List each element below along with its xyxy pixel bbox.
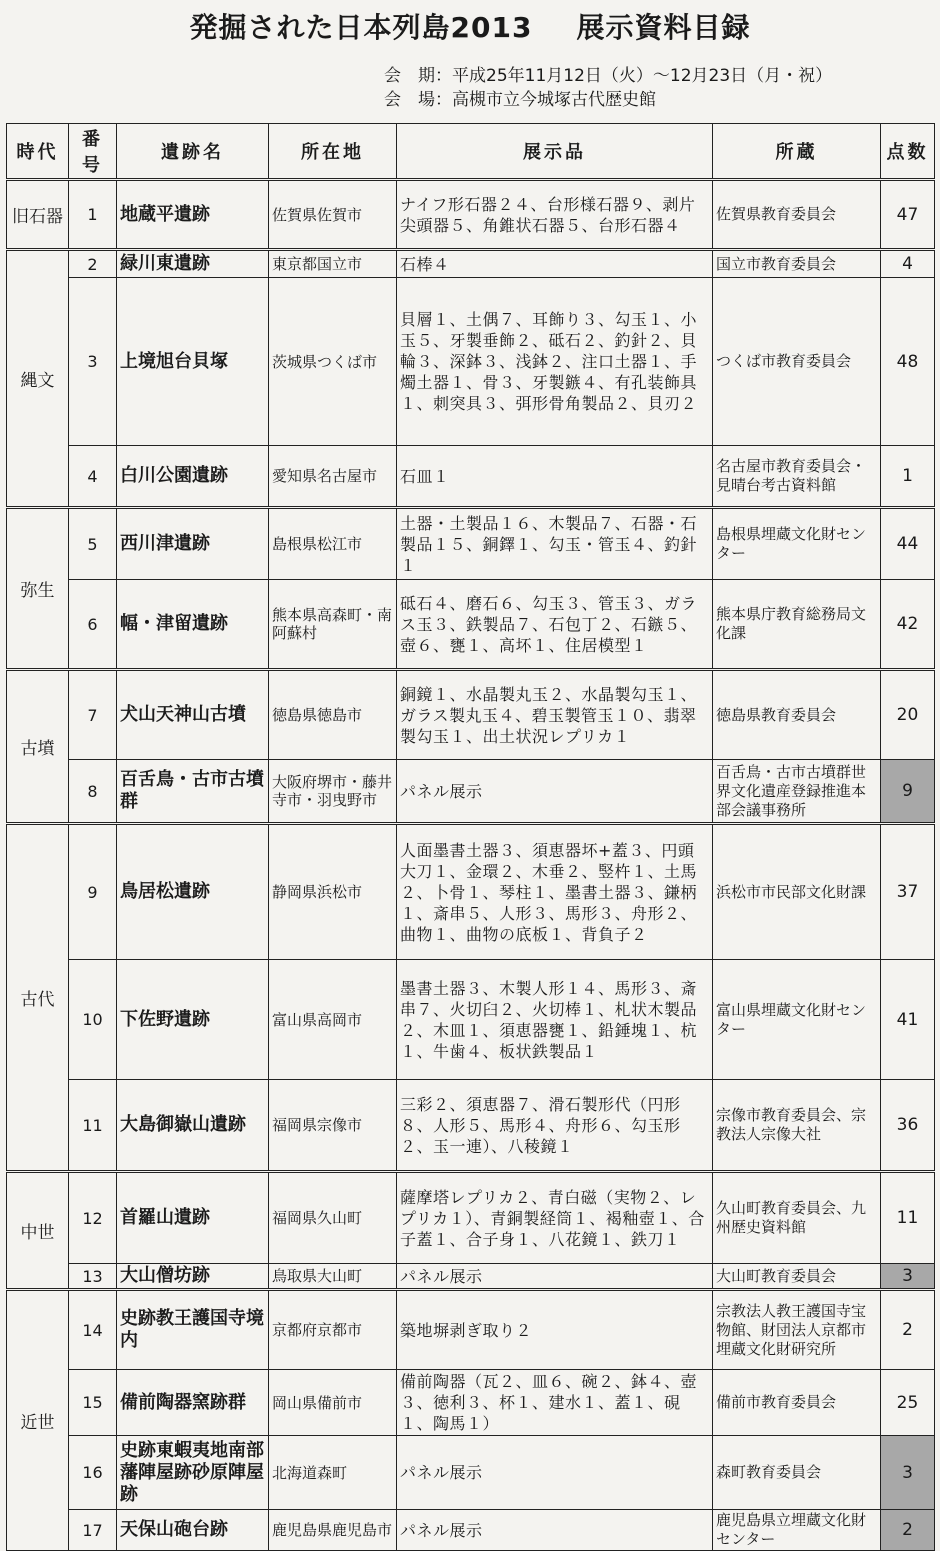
collection-owner: つくば市教育委員会 <box>713 278 881 446</box>
item-count: 9 <box>881 760 935 824</box>
table-row <box>7 250 935 278</box>
era-cell: 縄文 <box>7 250 69 508</box>
table-row <box>7 960 935 1080</box>
site-name: 備前陶器窯跡群 <box>117 1370 269 1436</box>
table-row <box>7 1370 935 1436</box>
item-count: 41 <box>881 960 935 1080</box>
table-header <box>7 124 935 180</box>
site-name: 緑川東遺跡 <box>117 250 269 278</box>
table-row <box>7 1510 935 1551</box>
site-name: 鳥居松遺跡 <box>117 824 269 960</box>
site-location: 静岡県浜松市 <box>269 824 397 960</box>
table-row <box>7 446 935 508</box>
site-name: 天保山砲台跡 <box>117 1510 269 1551</box>
table-row <box>7 180 935 250</box>
collection-owner: 佐賀県教育委員会 <box>713 180 881 250</box>
header-count: 点数 <box>881 124 935 180</box>
site-number: 15 <box>69 1370 117 1436</box>
exhibit-items: 薩摩塔レプリカ２、青白磁（実物２、レプリカ１）、青銅製経筒１、褐釉壺１、合子蓋１、合子身１、八花鏡１、鉄刀１ <box>397 1172 713 1264</box>
site-number: 11 <box>69 1080 117 1172</box>
collection-owner: 大山町教育委員会 <box>713 1264 881 1290</box>
header-era: 時代 <box>7 124 69 180</box>
table-body <box>7 180 935 1551</box>
era-cell: 中世 <box>7 1172 69 1290</box>
item-count: 2 <box>881 1510 935 1551</box>
site-location: 愛知県名古屋市 <box>269 446 397 508</box>
collection-owner: 浜松市市民部文化財課 <box>713 824 881 960</box>
site-number: 10 <box>69 960 117 1080</box>
collection-owner: 名古屋市教育委員会・見晴台考古資料館 <box>713 446 881 508</box>
site-location: 京都府京都市 <box>269 1290 397 1370</box>
exhibit-items: 土器・土製品１６、木製品７、石器・石製品１５、銅鐸１、勾玉・管玉４、釣針１ <box>397 508 713 580</box>
site-name: 大島御嶽山遺跡 <box>117 1080 269 1172</box>
site-name: 地蔵平遺跡 <box>117 180 269 250</box>
era-cell: 近世 <box>7 1290 69 1551</box>
site-location: 鹿児島県鹿児島市 <box>269 1510 397 1551</box>
item-count: 48 <box>881 278 935 446</box>
exhibit-items: 貝層１、土偶７、耳飾り３、勾玉１、小玉５、牙製垂飾２、砥石２、釣針２、貝輪３、深鉢３、浅鉢２、注口土器１、手燭土器１、骨３、牙製鏃４、有孔装飾具１、刺突具３、弭形骨角製品２、貝刃２ <box>397 278 713 446</box>
header-owner: 所蔵 <box>713 124 881 180</box>
site-number: 14 <box>69 1290 117 1370</box>
site-number: 4 <box>69 446 117 508</box>
site-number: 6 <box>69 580 117 670</box>
event-venue: 会 場：高槻市立今城塚古代歴史館 <box>384 90 656 110</box>
site-number: 9 <box>69 824 117 960</box>
table-row <box>7 508 935 580</box>
site-name: 史跡教王護国寺境内 <box>117 1290 269 1370</box>
site-location: 福岡県久山町 <box>269 1172 397 1264</box>
collection-owner: 宗教法人教王護国寺宝物館、財団法人京都市埋蔵文化財研究所 <box>713 1290 881 1370</box>
site-location: 福岡県宗像市 <box>269 1080 397 1172</box>
site-number: 8 <box>69 760 117 824</box>
header-number: 番号 <box>69 124 117 180</box>
item-count: 47 <box>881 180 935 250</box>
site-name: 犬山天神山古墳 <box>117 670 269 760</box>
collection-owner: 熊本県庁教育総務局文化課 <box>713 580 881 670</box>
table-row <box>7 1264 935 1290</box>
site-location: 富山県高岡市 <box>269 960 397 1080</box>
era-cell: 旧石器 <box>7 180 69 250</box>
site-name: 白川公園遺跡 <box>117 446 269 508</box>
header-location: 所在地 <box>269 124 397 180</box>
exhibit-items: ナイフ形石器２４、台形様石器９、剥片尖頭器５、角錐状石器５、台形石器４ <box>397 180 713 250</box>
exhibit-items: パネル展示 <box>397 1510 713 1551</box>
site-number: 16 <box>69 1436 117 1510</box>
item-count: 3 <box>881 1436 935 1510</box>
exhibit-items: 築地塀剥ぎ取り２ <box>397 1290 713 1370</box>
collection-owner: 鹿児島県立埋蔵文化財センター <box>713 1510 881 1551</box>
exhibit-items: 石棒４ <box>397 250 713 278</box>
title-main: 発掘された日本列島2013 <box>189 11 533 44</box>
site-location: 北海道森町 <box>269 1436 397 1510</box>
event-period: 会 期：平成25年11月12日（火）〜12月23日（月・祝） <box>384 66 833 86</box>
site-number: 2 <box>69 250 117 278</box>
site-number: 12 <box>69 1172 117 1264</box>
site-name: 上境旭台貝塚 <box>117 278 269 446</box>
table-row <box>7 580 935 670</box>
exhibit-items: 銅鏡１、水晶製丸玉２、水晶製勾玉１、ガラス製丸玉４、碧玉製管玉１０、翡翠製勾玉１、出土状況レプリカ１ <box>397 670 713 760</box>
header-site: 遺跡名 <box>117 124 269 180</box>
site-location: 島根県松江市 <box>269 508 397 580</box>
site-number: 17 <box>69 1510 117 1551</box>
site-name: 百舌鳥・古市古墳群 <box>117 760 269 824</box>
site-name: 幅・津留遺跡 <box>117 580 269 670</box>
site-name: 史跡東蝦夷地南部藩陣屋跡砂原陣屋跡 <box>117 1436 269 1510</box>
exhibit-items: パネル展示 <box>397 1436 713 1510</box>
item-count: 36 <box>881 1080 935 1172</box>
table-row <box>7 670 935 760</box>
collection-owner: 国立市教育委員会 <box>713 250 881 278</box>
era-cell: 古代 <box>7 824 69 1172</box>
site-name: 下佐野遺跡 <box>117 960 269 1080</box>
exhibit-catalog-table <box>6 123 935 1551</box>
item-count: 42 <box>881 580 935 670</box>
item-count: 2 <box>881 1290 935 1370</box>
table-row <box>7 1080 935 1172</box>
site-location: 熊本県高森町・南阿蘇村 <box>269 580 397 670</box>
item-count: 1 <box>881 446 935 508</box>
header-items: 展示品 <box>397 124 713 180</box>
table-row <box>7 278 935 446</box>
site-number: 7 <box>69 670 117 760</box>
event-info <box>384 64 832 112</box>
era-cell: 弥生 <box>7 508 69 670</box>
exhibit-items: 墨書土器３、木製人形１４、馬形３、斎串７、火切臼２、火切棒１、札状木製品２、木皿１、須恵器甕１、鉛錘塊１、杭１、牛歯４、板状鉄製品１ <box>397 960 713 1080</box>
item-count: 44 <box>881 508 935 580</box>
table-row <box>7 1290 935 1370</box>
item-count: 37 <box>881 824 935 960</box>
site-location: 岡山県備前市 <box>269 1370 397 1436</box>
table-row <box>7 1172 935 1264</box>
exhibit-items: パネル展示 <box>397 1264 713 1290</box>
exhibit-items: 備前陶器（瓦２、皿６、碗２、鉢４、壺３、徳利３、杯１、建水１、蓋１、硯１、陶馬１） <box>397 1370 713 1436</box>
site-location: 鳥取県大山町 <box>269 1264 397 1290</box>
site-location: 東京都国立市 <box>269 250 397 278</box>
collection-owner: 徳島県教育委員会 <box>713 670 881 760</box>
collection-owner: 宗像市教育委員会、宗教法人宗像大社 <box>713 1080 881 1172</box>
table-row <box>7 1436 935 1510</box>
site-location: 佐賀県佐賀市 <box>269 180 397 250</box>
collection-owner: 富山県埋蔵文化財センター <box>713 960 881 1080</box>
collection-owner: 森町教育委員会 <box>713 1436 881 1510</box>
site-number: 13 <box>69 1264 117 1290</box>
collection-owner: 百舌鳥・古市古墳群世界文化遺産登録推進本部会議事務所 <box>713 760 881 824</box>
item-count: 4 <box>881 250 935 278</box>
collection-owner: 備前市教育委員会 <box>713 1370 881 1436</box>
item-count: 20 <box>881 670 935 760</box>
exhibit-items: 石皿１ <box>397 446 713 508</box>
exhibit-items: パネル展示 <box>397 760 713 824</box>
exhibit-items: 砥石４、磨石６、勾玉３、管玉３、ガラス玉３、鉄製品７、石包丁２、石鏃５、壺６、甕１、高坏１、住居模型１ <box>397 580 713 670</box>
exhibit-items: 三彩２、須恵器７、滑石製形代（円形８、人形５、馬形４、舟形６、勾玉形２、玉一連）、八稜鏡１ <box>397 1080 713 1172</box>
item-count: 25 <box>881 1370 935 1436</box>
collection-owner: 久山町教育委員会、九州歴史資料館 <box>713 1172 881 1264</box>
title-sub: 展示資料目録 <box>576 11 751 44</box>
table-row <box>7 824 935 960</box>
site-name: 首羅山遺跡 <box>117 1172 269 1264</box>
era-cell: 古墳 <box>7 670 69 824</box>
item-count: 3 <box>881 1264 935 1290</box>
collection-owner: 島根県埋蔵文化財センター <box>713 508 881 580</box>
site-location: 茨城県つくば市 <box>269 278 397 446</box>
site-location: 徳島県徳島市 <box>269 670 397 760</box>
site-name: 西川津遺跡 <box>117 508 269 580</box>
exhibit-items: 人面墨書土器３、須恵器坏+蓋３、円頭大刀１、金環２、木垂２、竪杵１、土馬２、卜骨１、琴柱１、墨書土器３、鎌柄１、斎串５、人形３、馬形３、舟形２、曲物１、曲物の底板１、背負子２ <box>397 824 713 960</box>
site-number: 3 <box>69 278 117 446</box>
site-number: 5 <box>69 508 117 580</box>
item-count: 11 <box>881 1172 935 1264</box>
site-name: 大山僧坊跡 <box>117 1264 269 1290</box>
page-title <box>0 6 940 46</box>
site-location: 大阪府堺市・藤井寺市・羽曳野市 <box>269 760 397 824</box>
table-row <box>7 760 935 824</box>
site-number: 1 <box>69 180 117 250</box>
